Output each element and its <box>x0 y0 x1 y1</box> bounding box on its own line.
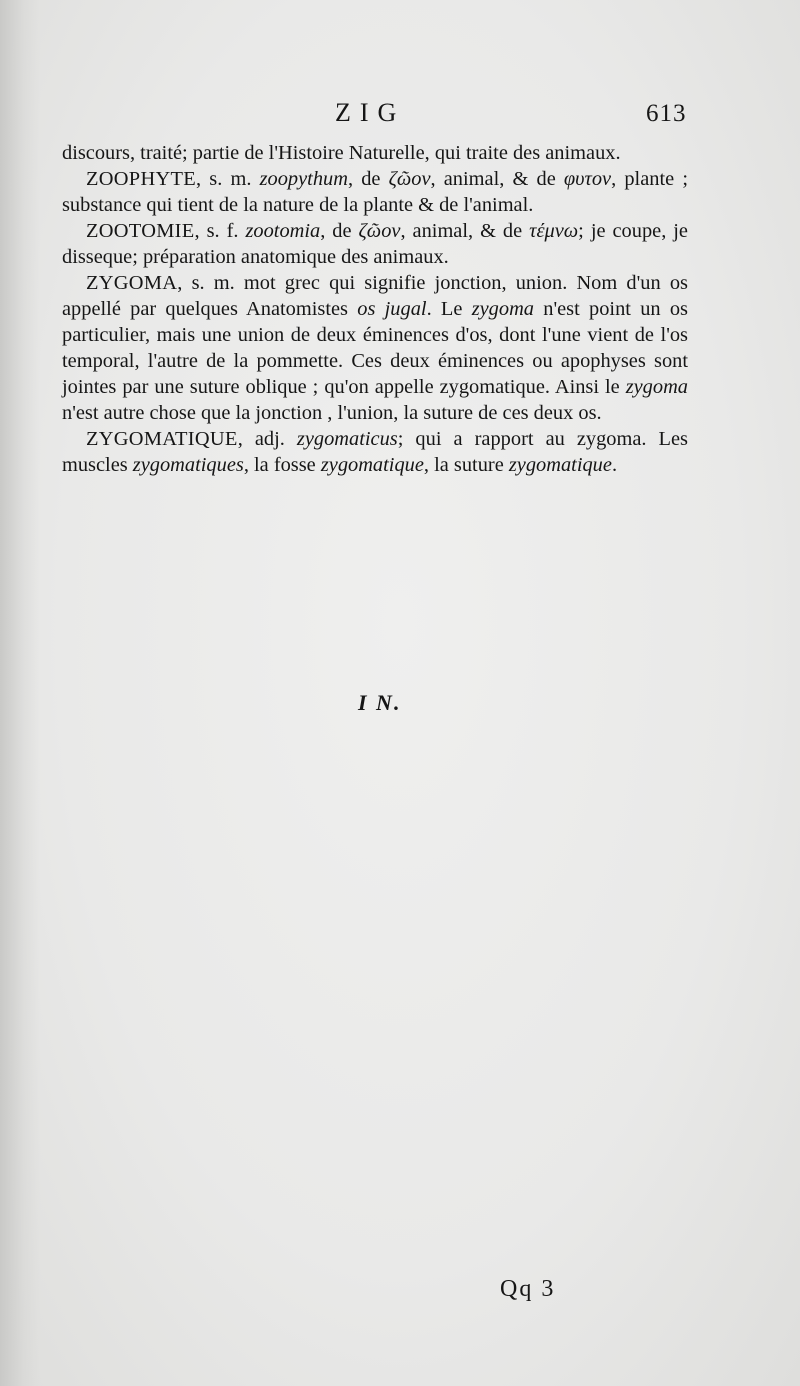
headword: ZYGOMATIQUE <box>86 428 238 450</box>
dictionary-text <box>62 140 688 478</box>
page-header <box>0 98 800 132</box>
gutter-shadow <box>0 0 40 1386</box>
entry-zygoma: ZYGOMA, s. m. mot grec qui signifie jonction, union. Nom d'un os appellé par quelques Anatomistes os jugal. Le zygoma n'est point un os particulier, mais une union de deux éminences d'os, dont l'une vient de l'os temporal, l'autre de la pommette. Ces deux éminences ou apophyses sont jointes par une suture oblique ; qu'on appelle zygomatique. Ainsi le zygoma n'est autre chose que la jonction , l'union, la suture de ces deux os. <box>62 272 688 424</box>
entry-zootomie: ZOOTOMIE, s. f. zootomia, de ζῶον, animal, & de τέμνω; je coupe, je disseque; préparation anatomique des animaux. <box>62 220 688 268</box>
headword: ZOOPHYTE <box>86 168 197 190</box>
signature-mark: Qq 3 <box>500 1276 556 1302</box>
running-head: ZIG <box>335 98 406 127</box>
page-number: 613 <box>646 100 687 127</box>
entry-continuation: discours, traité; partie de l'Histoire Naturelle, qui traite des animaux. <box>62 142 621 164</box>
headword: ZOOTOMIE <box>86 220 195 242</box>
entry-zygomatique: ZYGOMATIQUE, adj. zygomaticus; qui a rapport au zygoma. Les muscles zygomatiques, la fosse zygomatique, la suture zygomatique. <box>62 428 688 476</box>
section-heading: I N. <box>358 690 402 715</box>
entry-zoophyte: ZOOPHYTE, s. m. zoopythum, de ζῶον, animal, & de φυτον, plante ; substance qui tient de la nature de la plante & de l'animal. <box>62 168 688 216</box>
headword: ZYGOMA <box>86 272 178 294</box>
